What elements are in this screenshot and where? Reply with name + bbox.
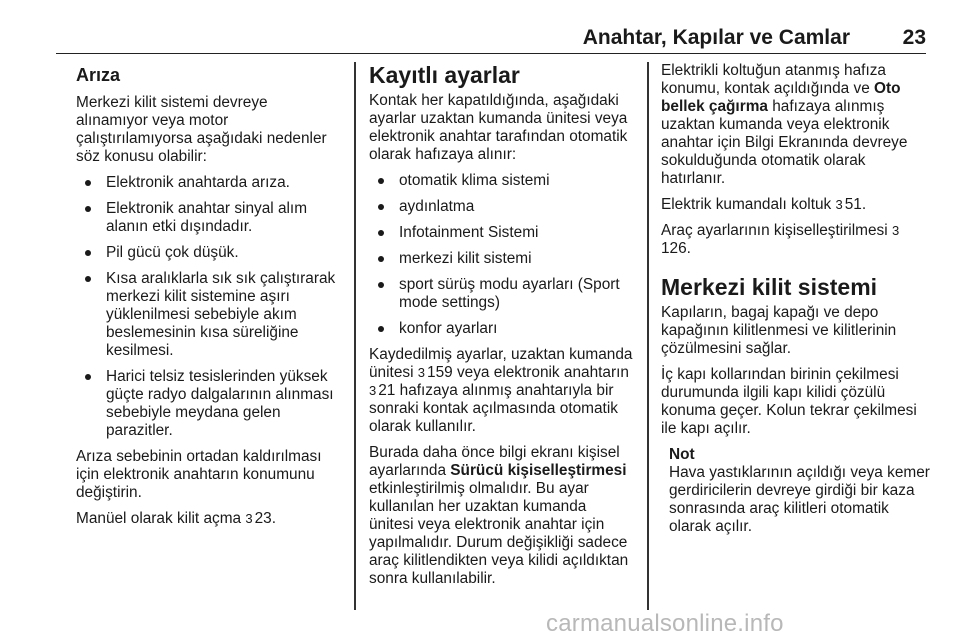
heading-central-locking: Merkezi kilit sistemi	[661, 274, 878, 300]
list-item: aydınlatma	[369, 198, 635, 216]
list-item: Pil gücü çok düşük.	[76, 244, 342, 262]
fault-list	[76, 174, 342, 440]
column-1	[76, 62, 342, 536]
manual-unlock-page[interactable]: 23.	[254, 510, 277, 527]
list-item: Elektronik anahtar sinyal alım alanın etki dışındadır.	[76, 200, 342, 236]
list-item: merkezi kilit sistemi	[369, 250, 635, 268]
page-ref-icon: 3	[369, 383, 377, 398]
saved-ref-2[interactable]: 21 hafızaya alınmış anahtarıyla bir sonraki kontak açılmasında otomatik olarak kullanılır.	[369, 382, 618, 435]
manual-unlock-ref	[76, 510, 342, 528]
column-divider	[647, 62, 649, 610]
saved-ref-1[interactable]: 159 veya elektronik anahtarın	[427, 364, 629, 381]
manual-unlock-text: Manüel olarak kilit açma	[76, 510, 242, 527]
central-locking-intro: Kapıların, bagaj kapağı ve depo kapağının kilitlenmesi ve kilitlerinin çözülmesini sağlar.	[661, 304, 897, 357]
list-item: otomatik klima sistemi	[369, 172, 635, 190]
fault-fix: Arıza sebebinin ortadan kaldırılması için elektronik anahtarın konumunu değiştirin.	[76, 448, 322, 501]
saved-list	[369, 172, 635, 338]
seat-memory: Elektrikli koltuğun atanmış hafıza konumu, kontak açıldığında ve Oto bellek çağırma hafızaya alınmış uzaktan kumanda veya elektronik anahtar için Bilgi Ekranında devreye sokulduğunda otomatik olarak hatırlanır.	[661, 62, 908, 187]
electric-seat-page[interactable]: 51.	[844, 196, 867, 213]
page-number: 23	[902, 26, 926, 49]
personalization-ref: Araç ayarlarının kişiselleştirilmesi 3126.	[661, 222, 900, 257]
fault-intro: Merkezi kilit sistemi devreye alınamıyor veya motor çalıştırılamıyorsa aşağıdaki nedenler söz konusu olabilir:	[76, 94, 327, 165]
saved-intro: Kontak her kapatıldığında, aşağıdaki ayarlar uzaktan kumanda ünitesi veya elektronik anahtar tarafından otomatik olarak hafızaya alınır:	[369, 92, 628, 163]
heading-saved-settings: Kayıtlı ayarlar	[369, 62, 520, 88]
inner-handle-info: İç kapı kollarından birinin çekilmesi durumunda ilgili kapı kilidi çözülü konuma geçer. Kolun tekrar çekilmesi ile kapı açılır.	[661, 366, 917, 437]
list-item: Harici telsiz tesislerinden yüksek güçte radyo dalgalarının alınması sebebiyle meydana gelen parazitler.	[76, 368, 342, 440]
list-item: Elektronik anahtarda arıza.	[76, 174, 342, 192]
list-item: sport sürüş modu ayarları (Sport mode settings)	[369, 276, 635, 312]
setting-name: Sürücü kişiselleştirmesi	[450, 462, 627, 479]
page-title: Anahtar, Kapılar ve Camlar	[582, 26, 850, 49]
page-ref-icon: 3	[891, 223, 900, 238]
list-item: Infotainment Sistemi	[369, 224, 635, 242]
page-header	[56, 18, 926, 54]
column-2	[369, 62, 635, 596]
saved-usage: Kaydedilmiş ayarlar, uzaktan kumanda ünitesi 3 159 veya elektronik anahtarın 3 21 hafızaya alınmış anahtarıyla bir sonraki kontak açılmasında otomatik olarak kullanılır.	[369, 346, 633, 435]
heading-fault: Arıza	[76, 65, 121, 85]
page-ref-icon: 3	[245, 511, 253, 526]
column-divider	[354, 62, 356, 610]
electric-seat-ref: Elektrik kumandalı koltuk 3 51.	[661, 196, 867, 213]
note-box	[661, 446, 931, 536]
column-3	[661, 62, 931, 536]
personalization-page[interactable]: 126.	[661, 240, 691, 257]
setting-name: Oto bellek çağırma	[661, 80, 901, 115]
page-ref-icon: 3	[417, 365, 426, 380]
list-item: konfor ayarları	[369, 320, 635, 338]
page-ref-icon: 3	[835, 197, 843, 212]
watermark: carmanualsonline.info	[546, 610, 784, 637]
note-text: Hava yastıklarının açıldığı veya kemer gerdiricilerin devreye girdiği bir kaza sonrasında araç kilitleri otomatik olarak açılır.	[669, 464, 930, 535]
list-item: Kısa aralıklarla sık sık çalıştırarak merkezi kilit sistemine aşırı yüklenilmesi sebebiyle akım beslemesinin kısa süreliğine kesilmesi.	[76, 270, 342, 360]
note-title: Not	[669, 446, 695, 463]
driver-personalization-note: Burada daha önce bilgi ekranı kişisel ayarlarında Sürücü kişiselleştirmesi etkinleştirilmiş olmalıdır. Bu ayar kullanılan her uzaktan kumanda ünitesi veya elektronik anahtar için yapılmalıdır. Durum değişikliği sadece araç kilitlendikten veya kilidi açıldıktan sonra kullanılabilir.	[369, 444, 629, 587]
